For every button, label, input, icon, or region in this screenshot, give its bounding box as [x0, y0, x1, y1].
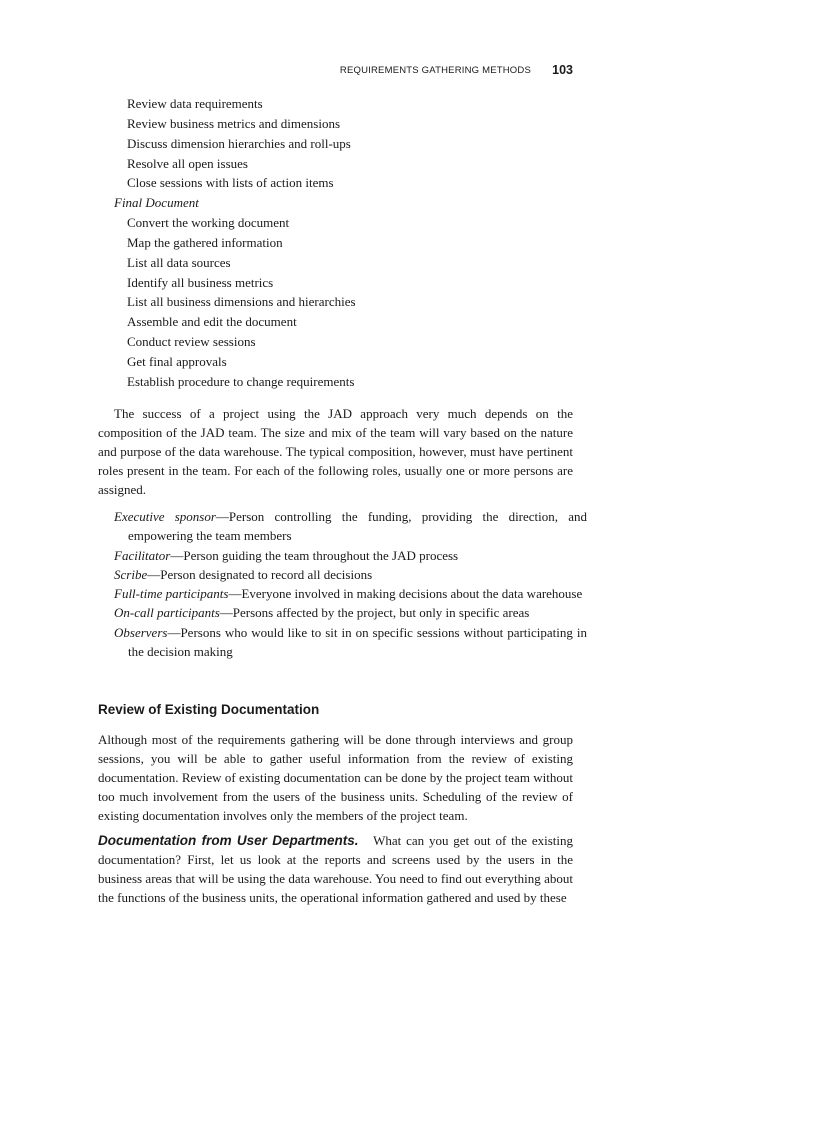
role-item [114, 623, 587, 662]
list-item: List all data sources [127, 254, 231, 270]
subsection-paragraph [98, 832, 573, 908]
list-item: List all business dimensions and hierarchies [127, 294, 356, 310]
role-item [114, 584, 587, 603]
role-term: Facilitator [114, 547, 171, 563]
list-item: Discuss dimension hierarchies and roll-ups [127, 135, 351, 151]
running-head-title: REQUIREMENTS GATHERING METHODS [339, 65, 531, 76]
role-desc: —Person controlling the funding, providing the direction, and empowering the team members [128, 509, 587, 544]
role-term: On-call participants [114, 605, 220, 621]
list-item: Close sessions with lists of action items [127, 175, 334, 191]
section-heading: Review of Existing Documentation [98, 702, 320, 717]
role-desc: —Persons affected by the project, but only in specific areas [219, 605, 530, 621]
role-item [114, 603, 587, 622]
role-item [114, 565, 587, 584]
role-desc: —Person designated to record all decisions [147, 566, 373, 582]
jad-team-paragraph: The success of a project using the JAD approach very much depends on the composition of the JAD team. The size and mix of the team will vary based on the nature and purpose of the data warehouse. The typical composition, however, must have pertinent roles present in the team. For each of the following roles, usually one or more persons are assigned. [98, 406, 573, 497]
list-item: Conduct review sessions [127, 334, 256, 350]
list-item: Resolve all open issues [127, 155, 248, 171]
list-item: Convert the working document [127, 215, 290, 231]
running-head [98, 64, 573, 80]
role-term: Full-time participants [114, 586, 229, 602]
list-item: Assemble and edit the document [127, 314, 297, 330]
role-item [114, 546, 587, 565]
list-item: Get final approvals [127, 353, 227, 369]
final-document-label: Final Document [114, 195, 199, 211]
subsection-text: What can you get out of the existing documentation? First, let us look at the reports and screens used by the users in the business areas that will be using the data warehouse. You need to find out everything about the functions of the business units, the operational information gathered and used by these [98, 833, 574, 905]
page-number: 103 [552, 63, 573, 77]
role-item [114, 507, 587, 546]
list-item: Establish procedure to change requirements [127, 373, 355, 389]
role-desc: —Persons who would like to sit in on specific sessions without participating in the decision making [128, 624, 587, 660]
list-item: Identify all business metrics [127, 274, 274, 290]
role-term: Scribe [114, 566, 148, 582]
list-item: Map the gathered information [127, 234, 283, 250]
role-desc: —Everyone involved in making decisions about the data warehouse [228, 586, 583, 602]
roles-list [0, 507, 816, 661]
list-item: Review data requirements [127, 96, 263, 111]
list-item: Review business metrics and dimensions [127, 115, 341, 131]
role-desc: —Person guiding the team throughout the JAD process [170, 547, 459, 563]
role-term: Executive sponsor [114, 509, 216, 524]
subsection-heading: Documentation from User Departments. [98, 833, 359, 848]
role-term: Observers [114, 624, 168, 640]
section-paragraph: Although most of the requirements gathering will be done through interviews and group sessions, you will be able to gather useful information from the review of existing documentation. Review of existing documentation can be done by the project team without too much involvement from the users of the business units. Scheduling of the review of existing documentation involves only the members of the project team. [98, 732, 573, 823]
outline-list [0, 94, 816, 392]
